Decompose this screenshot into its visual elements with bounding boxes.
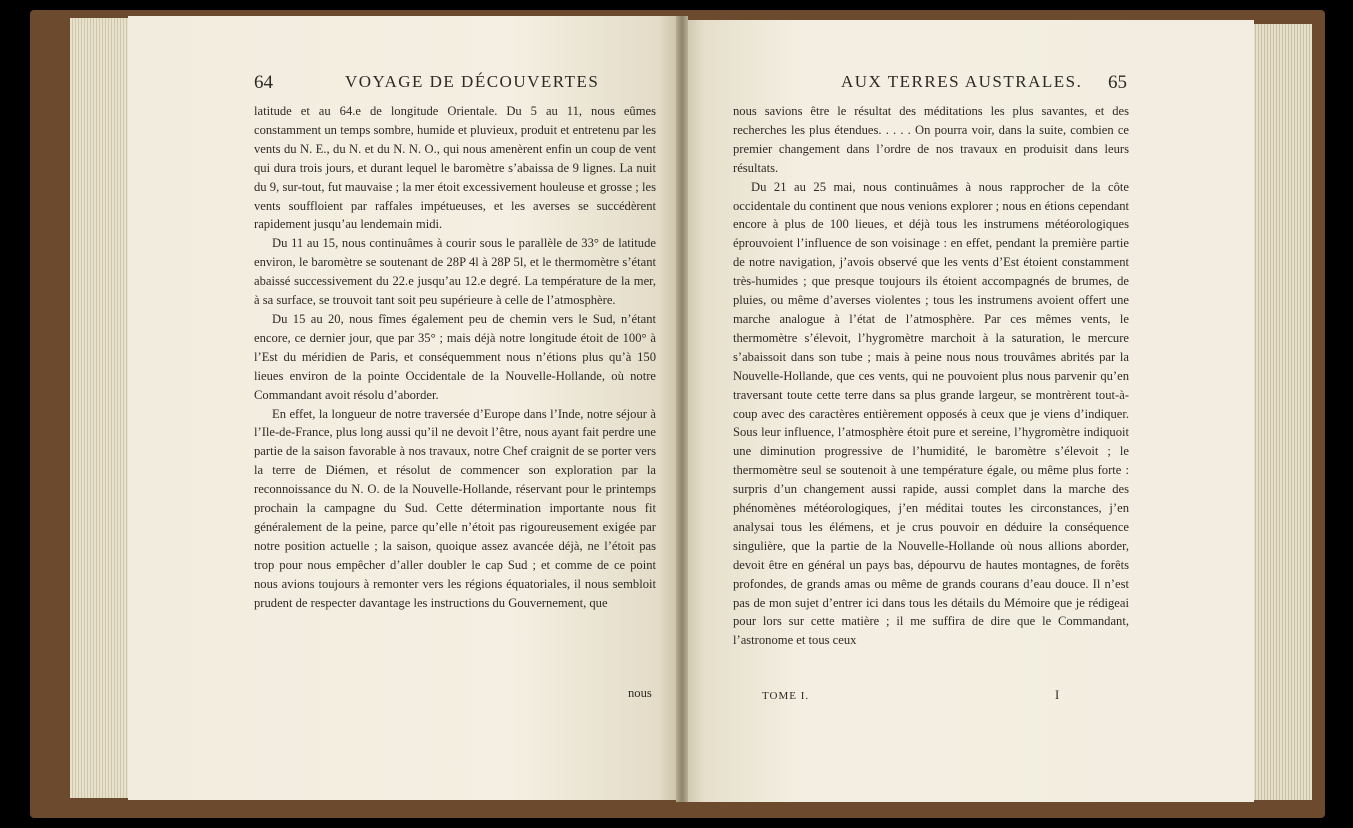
- signature-mark: TOME I.: [762, 690, 810, 702]
- page-edges-left: [70, 18, 130, 798]
- paragraph: nous savions être le résultat des méditations les plus savantes, et des recherches les plus étendues. . . . . On pourra voir, dans la suite, combien ce premier changement dans l’ordre de nos travaux en produisit dans leurs résultats.: [733, 104, 1129, 175]
- page-edges-right: [1250, 24, 1312, 800]
- signature-number: I: [1055, 688, 1060, 702]
- paragraph: Du 21 au 25 mai, nous continuâmes à nous rapprocher de la côte occidentale du continent que nous venions explorer ; nous en étions cependant encore à plus de 100 lieues, et déjà tous les instrumens météorologiques éprouvoient l’influence de son voisinage : en effet, pendant la première partie de notre navigation, j’avois observé que les vents d’Est étoient constamment très-humides ; que presque toujours ils étoient accompagnés de brumes, de pluies, ou même d’averses violentes ; tous les instrumens avoient offert une marche analogue à l’état de l’atmosphère. Par ces mêmes vents, le thermomètre s’élevoit, l’hygromètre marchoit à la saturation, le mercure s’abaissoit dans son tube ; mais à peine nous nous trouvâmes abrités par la Nouvelle-Hollande, que ces vents, qui ne pouvoient plus nous parvenir qu’en traversant toute cette terre dans sa plus grande largeur, se montrèrent tout-à-coup avec des caractères entièrement opposés à ceux que je viens d’indiquer. Sous leur influence, l’atmosphère étoit pure et sereine, l’hygromètre indiquoit une diminution progressive de l’humidité, le baromètre s’élevoit ; le thermomètre seul se soutenoit à une température égale, ou même plus forte : surpris d’un changement aussi rapide, aussi complet dans la marche des phénomènes météorologiques, j’en méditai toutes les circonstances, j’en analysai tous les élémens, et je crus pouvoir en déduire la conséquence singulière, que la partie de la Nouvelle-Hollande où nous allions aborder, devoit être en général un pays bas, dépourvu de hautes montagnes, de forêts profondes, de grands amas ou même de grands courans d’eau douce. Il n’est pas de mon sujet d’entrer ici dans tous les détails du Mémoire que je rédigeai pour lors sur cette matière ; il me suffira de dire que le Commandant, l’astronome et tous ceux: [733, 179, 1129, 648]
- left-body-text: [254, 102, 656, 612]
- book-gutter: [676, 16, 688, 802]
- right-body-text: [733, 102, 1129, 650]
- paragraph: Du 15 au 20, nous fîmes également peu de chemin vers le Sud, n’étant encore, ce dernier jour, que par 35° ; mais déjà notre longitude étoit de 100° à l’Est du méridien de Paris, et conséquemment nous n’étions plus qu’à 150 lieues environ de la pointe Occidentale de la Nouvelle-Hollande, où notre Commandant avoit résolu d’aborder.: [254, 311, 656, 402]
- right-page-number: 65: [1108, 72, 1127, 93]
- left-running-head: VOYAGE DE DÉCOUVERTES: [345, 72, 600, 91]
- paragraph: En effet, la longueur de notre traversée d’Europe dans l’Inde, notre séjour à l’Ile-de-France, plus long aussi qu’il ne devoit l’être, nous ayant fait perdre une partie de la saison favorable à nos travaux, notre Chef craignit de se porter vers la terre de Diémen, et résolut de commencer son exploration par la reconnoissance du N. O. de la Nouvelle-Hollande, réservant pour le printemps prochain la campagne du Sud. Cette détermination importante nous fit généralement de la peine, parce qu’elle n’étoit pas rigoureusement exigée par notre position actuelle ; la saison, quoique assez avancée déjà, ne l’étoit pas trop pour nous empêcher d’aller doubler le cap Sud ; et comme de ce point nous avions toujours à remonter vers les régions équatoriales, il nous sembloit prudent de respecter davantage les instructions du Gouvernement, que: [254, 406, 656, 610]
- paragraph: latitude et au 64.e de longitude Orientale. Du 5 au 11, nous eûmes constamment un temps sombre, humide et pluvieux, produit et entretenu par les vents du N. E., du N. et du N. N. O., qui nous amenèrent enfin un coup de vent qui dura trois jours, et durant lequel le baromètre s’abaissa de 9 lignes. La nuit du 9, sur-tout, fut mauvaise ; la mer étoit excessivement houleuse et grosse ; les vents souffloient par raffales impétueuses, et les averses se succédèrent rapidement jusqu’au lendemain midi.: [254, 104, 656, 232]
- right-running-head: AUX TERRES AUSTRALES.: [841, 72, 1083, 91]
- left-page-number: 64: [254, 72, 273, 93]
- paragraph: Du 11 au 15, nous continuâmes à courir sous le parallèle de 33° de latitude environ, le baromètre se soutenant de 28P 4l à 28P 5l, et le thermomètre s’étant abaissé successivement du 22.e jusqu’au 12.e degré. La température de la mer, à sa surface, se trouvoit tant soit peu supérieure à celle de l’atmosphère.: [254, 236, 656, 308]
- catchword: nous: [628, 686, 652, 700]
